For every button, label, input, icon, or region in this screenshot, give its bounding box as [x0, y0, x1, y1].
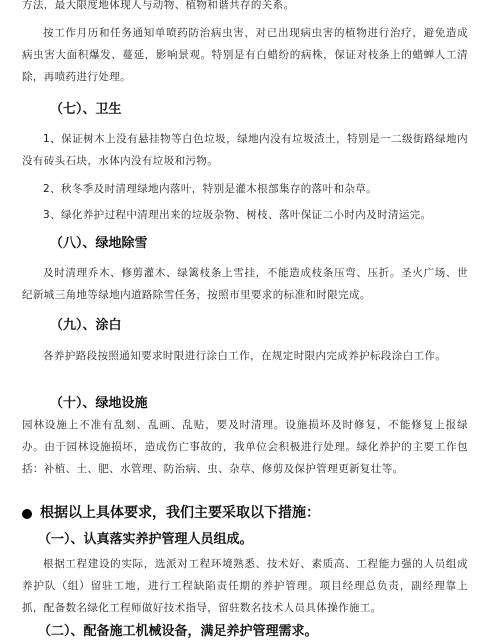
heading-equipment: （二）、配备施工机械设备，满足养护管理需求。 — [38, 624, 318, 639]
paragraph-staffing: 根据工程建设的实际，选派对工程环境熟悉、技术好、素质高、工程能力强的人员组成养护队（组）留驻工地，进行工程缺陷责任期的养护管理。项目经理总负责，副经理靠上抓，配备数名绿化工程师做好技术指导，留驻数名技术人员具体操作施工。 — [22, 558, 468, 614]
paragraph-whitewash: 各养护路段按照通知要求时限进行涂白工作，在规定时限内完成养护标段涂白工作。 — [43, 350, 447, 362]
heading-snow-removal: （八）、绿地除雪 — [50, 236, 148, 251]
paragraph-snow-removal: 及时清理乔木、修剪灌木、绿篱枝条上雪挂，不能造成枝条压弯、压折。圣火广场、世纪新城三角地等绿地内道路除雪任务，按照市里要求的标准和时限完成。 — [22, 267, 468, 301]
heading-sanitation: （七）、卫生 — [50, 102, 122, 117]
paragraph-sanitation-1: 1、保证树木上没有悬挂物等白色垃圾，绿地内没有垃圾渣土，特别是一二级街路绿地内没有砖头石块，水体内没有垃圾和污物。 — [22, 133, 468, 167]
bullet-dot — [22, 509, 32, 519]
heading-whitewash: （九）、涂白 — [50, 318, 122, 333]
paragraph-intro-end: 方法，最大限度地体现人与动物、植物和谐共存的关系。 — [22, 0, 295, 11]
paragraph-sanitation-3: 3、绿化养护过程中清理出来的垃圾杂物、树枝、落叶保证二小时内及时清运完。 — [43, 209, 432, 221]
paragraph-sanitation-2: 2、秋冬季及时清理绿地内落叶，特别是灌木根部集存的落叶和杂草。 — [43, 183, 378, 195]
paragraph-facilities: 园林设施上不准有乱刻、乱画、乱贴，要及时清理。设施损坏及时修复，不能修复上报绿办。由于园林设施损坏，造成伤亡事故的，我单位会积极进行处理。绿化养护的主要工作包括：补植、土、肥、水管理、防治病、虫、杂草、修剪及保护管理更新复壮等。 — [22, 419, 468, 475]
heading-staffing: （一）、认真落实养护管理人员组成。 — [38, 532, 253, 547]
heading-main-measures: 根据以上具体要求，我们主要采取以下措施： — [40, 505, 320, 521]
paragraph-pest-control: 按工作月历和任务通知单喷药防治病虫害，对已出现病虫害的植物进行治疗，避免造成病虫害大面积爆发、蔓延，影响景观。特别是有白蜡纷的病株，保证对枝条上的蜡蝉人工清除，再喷药进行处理。 — [22, 27, 468, 83]
heading-facilities: （十）、绿地设施 — [50, 396, 148, 411]
